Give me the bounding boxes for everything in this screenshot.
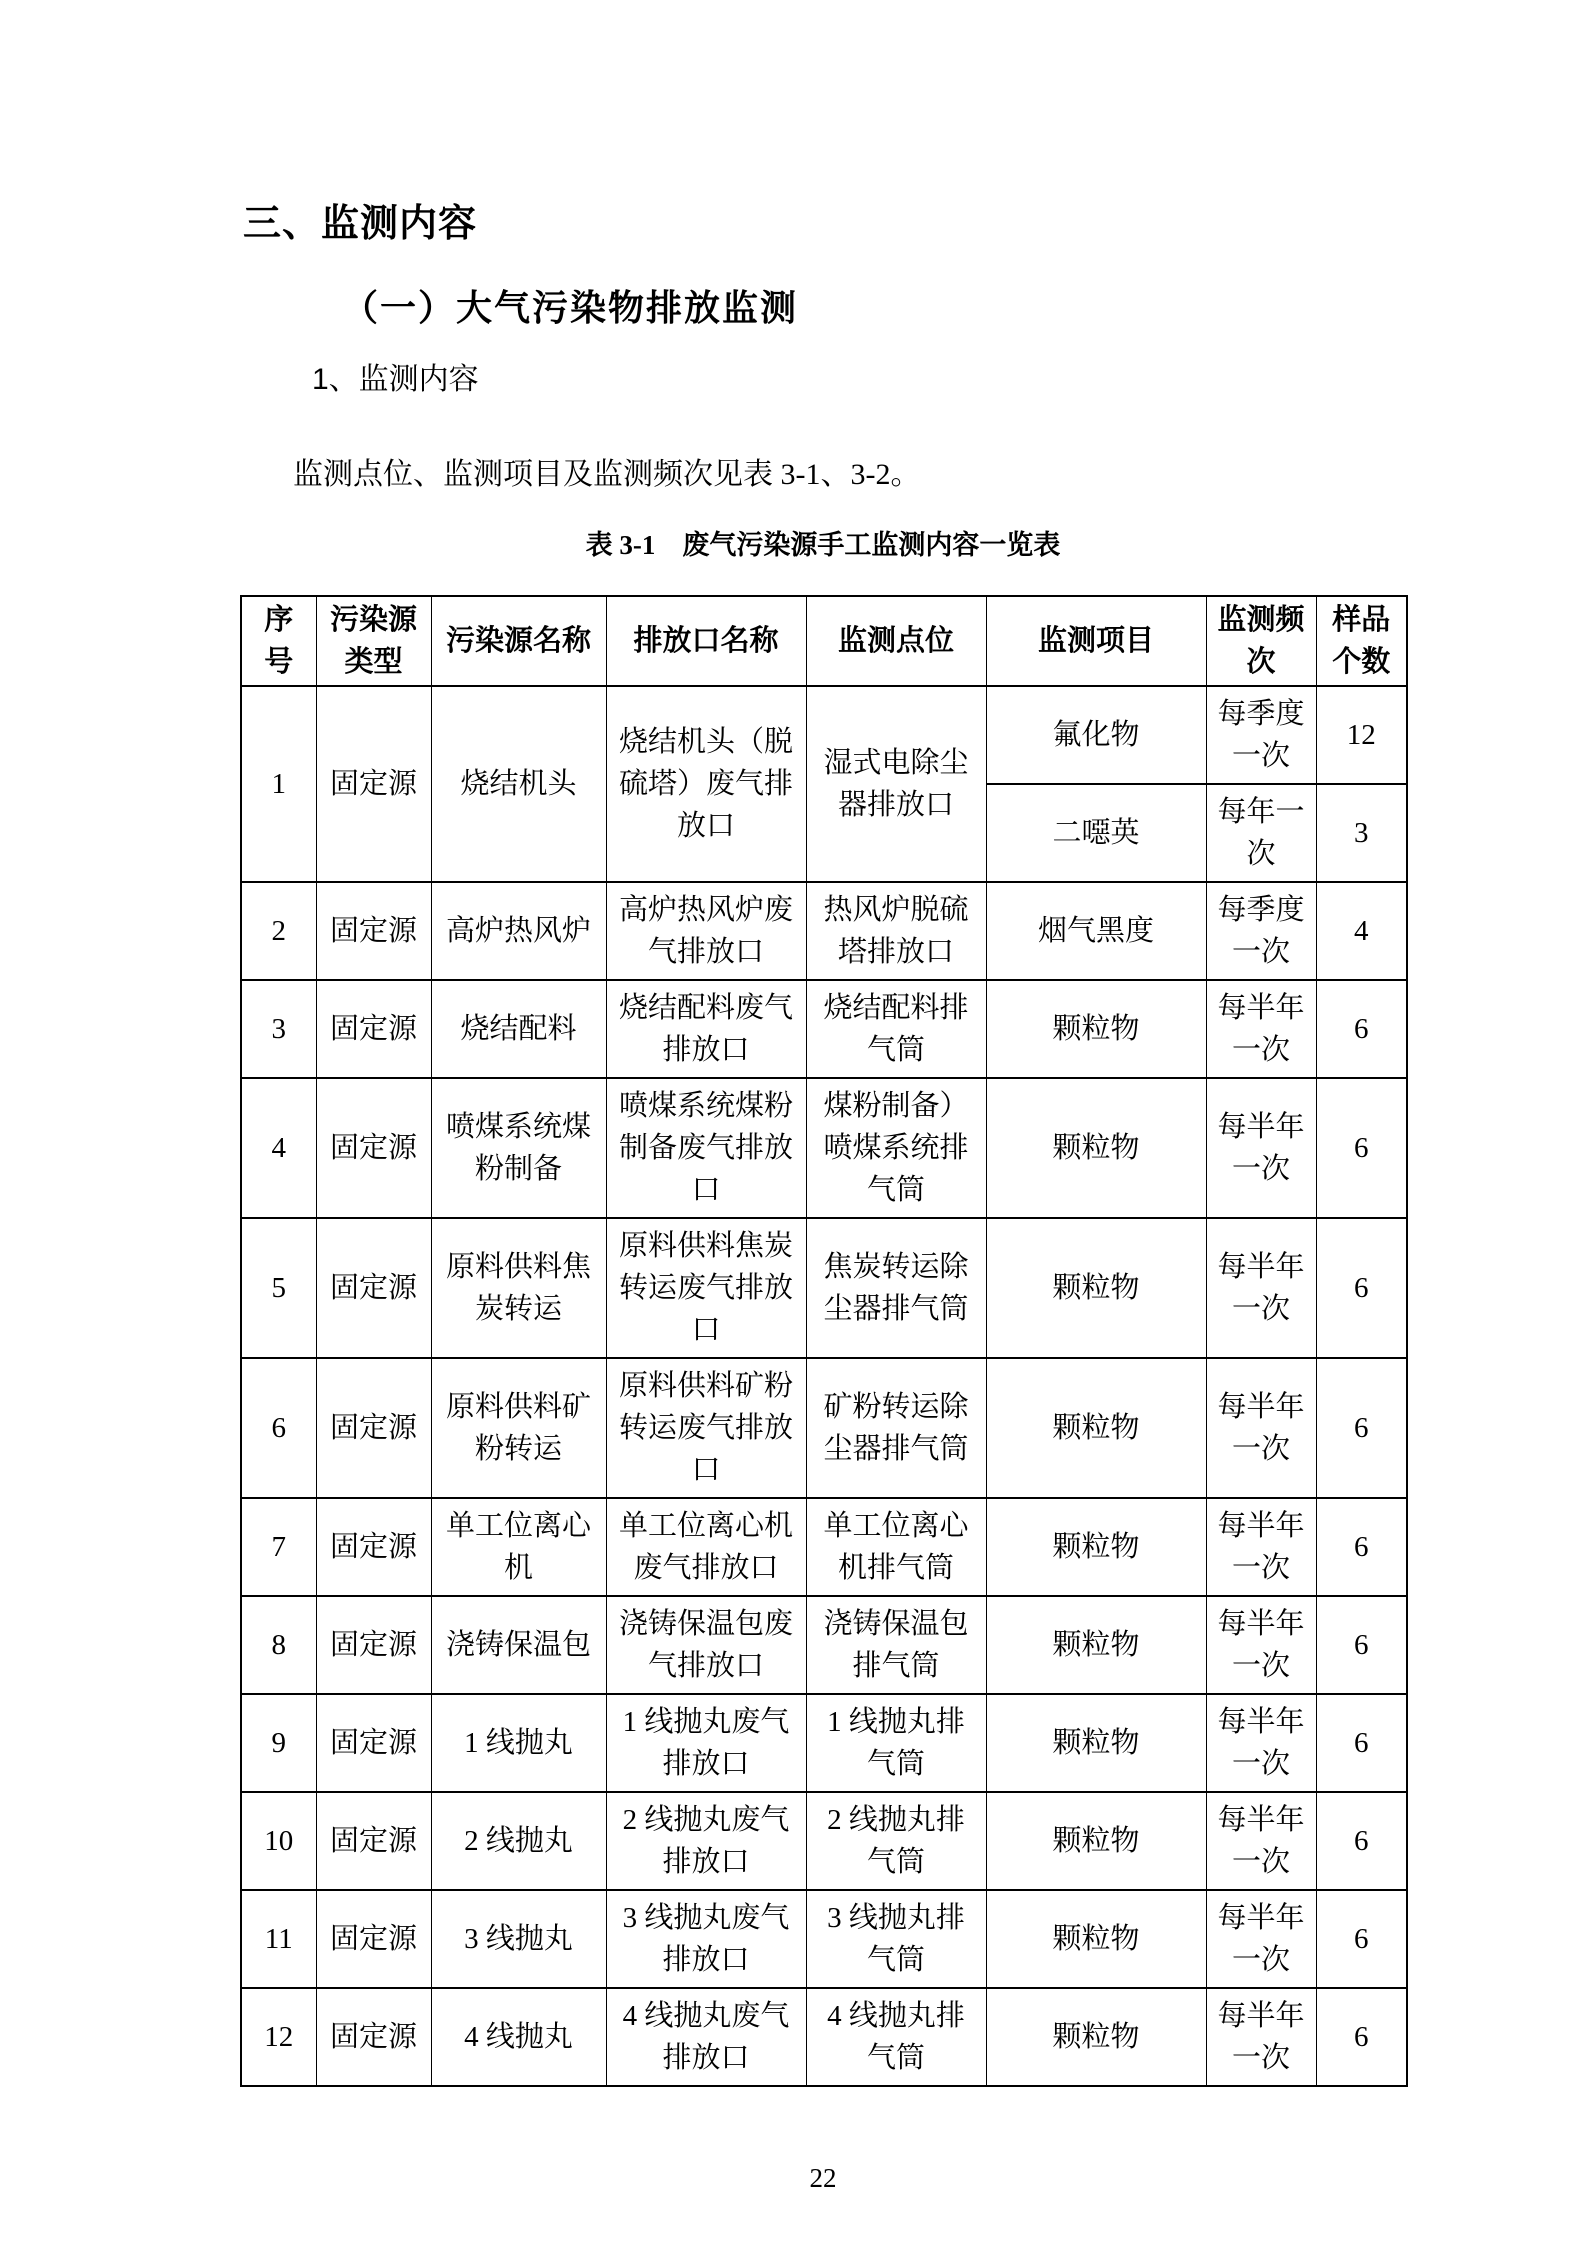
cell-item: 颗粒物 [986, 1078, 1206, 1218]
cell-item: 颗粒物 [986, 980, 1206, 1078]
cell-type: 固定源 [316, 1890, 431, 1988]
cell-type: 固定源 [316, 1694, 431, 1792]
cell-point: 4 线抛丸排气筒 [806, 1988, 986, 2086]
table-row [241, 686, 1407, 784]
document-page [240, 0, 1406, 2196]
cell-point: 2 线抛丸排气筒 [806, 1792, 986, 1890]
cell-source: 3 线抛丸 [431, 1890, 606, 1988]
table-row [241, 1694, 1407, 1792]
cell-source: 原料供料焦炭转运 [431, 1218, 606, 1358]
table-row [241, 1078, 1407, 1218]
table-row [241, 1596, 1407, 1694]
cell-source: 高炉热风炉 [431, 882, 606, 980]
header-no: 序号 [241, 596, 316, 686]
cell-no: 2 [241, 882, 316, 980]
table-row [241, 882, 1407, 980]
monitoring-table-body [241, 686, 1407, 2086]
cell-no: 1 [241, 686, 316, 882]
cell-samples: 6 [1316, 1358, 1407, 1498]
cell-source: 4 线抛丸 [431, 1988, 606, 2086]
cell-freq: 每季度一次 [1206, 882, 1316, 980]
cell-samples: 12 [1316, 686, 1407, 784]
cell-point: 湿式电除尘器排放口 [806, 686, 986, 882]
table-row [241, 1890, 1407, 1988]
cell-item: 颗粒物 [986, 1358, 1206, 1498]
cell-item: 氟化物 [986, 686, 1206, 784]
cell-freq: 每半年一次 [1206, 1358, 1316, 1498]
header-point: 监测点位 [806, 596, 986, 686]
cell-point: 浇铸保温包排气筒 [806, 1596, 986, 1694]
cell-type: 固定源 [316, 882, 431, 980]
cell-point: 3 线抛丸排气筒 [806, 1890, 986, 1988]
cell-freq: 每半年一次 [1206, 1694, 1316, 1792]
cell-point: 热风炉脱硫塔排放口 [806, 882, 986, 980]
table-row [241, 1792, 1407, 1890]
cell-point: 矿粉转运除尘器排气筒 [806, 1358, 986, 1498]
header-source: 污染源名称 [431, 596, 606, 686]
cell-type: 固定源 [316, 1498, 431, 1596]
cell-outlet: 喷煤系统煤粉制备废气排放口 [606, 1078, 806, 1218]
header-freq: 监测频次 [1206, 596, 1316, 686]
table-row [241, 1358, 1407, 1498]
cell-source: 2 线抛丸 [431, 1792, 606, 1890]
cell-item: 二噁英 [986, 784, 1206, 882]
cell-no: 10 [241, 1792, 316, 1890]
monitoring-table [240, 595, 1408, 2087]
cell-no: 5 [241, 1218, 316, 1358]
cell-item: 颗粒物 [986, 1988, 1206, 2086]
cell-source: 烧结机头 [431, 686, 606, 882]
cell-samples: 6 [1316, 1218, 1407, 1358]
table-row [241, 1988, 1407, 2086]
cell-freq: 每半年一次 [1206, 1988, 1316, 2086]
cell-no: 12 [241, 1988, 316, 2086]
cell-outlet: 单工位离心机废气排放口 [606, 1498, 806, 1596]
cell-source: 单工位离心机 [431, 1498, 606, 1596]
cell-type: 固定源 [316, 1218, 431, 1358]
cell-type: 固定源 [316, 1078, 431, 1218]
cell-item: 颗粒物 [986, 1792, 1206, 1890]
cell-freq: 每年一次 [1206, 784, 1316, 882]
cell-item: 颗粒物 [986, 1218, 1206, 1358]
header-samples: 样品个数 [1316, 596, 1407, 686]
cell-item: 颗粒物 [986, 1596, 1206, 1694]
page-number: 22 [809, 2163, 837, 2194]
cell-outlet: 3 线抛丸废气排放口 [606, 1890, 806, 1988]
cell-point: 焦炭转运除尘器排气筒 [806, 1218, 986, 1358]
sub-subsection-heading: 1、监测内容 [312, 363, 479, 397]
cell-freq: 每半年一次 [1206, 1498, 1316, 1596]
cell-source: 浇铸保温包 [431, 1596, 606, 1694]
cell-type: 固定源 [316, 1358, 431, 1498]
cell-source: 原料供料矿粉转运 [431, 1358, 606, 1498]
cell-samples: 6 [1316, 1890, 1407, 1988]
cell-freq: 每半年一次 [1206, 1890, 1316, 1988]
cell-outlet: 浇铸保温包废气排放口 [606, 1596, 806, 1694]
cell-outlet: 4 线抛丸废气排放口 [606, 1988, 806, 2086]
cell-item: 烟气黑度 [986, 882, 1206, 980]
cell-outlet: 烧结配料废气排放口 [606, 980, 806, 1078]
intro-paragraph: 监测点位、监测项目及监测频次见表 3-1、3-2。 [293, 458, 921, 492]
cell-outlet: 高炉热风炉废气排放口 [606, 882, 806, 980]
section-heading: 三、监测内容 [243, 203, 478, 245]
cell-freq: 每季度一次 [1206, 686, 1316, 784]
cell-outlet: 原料供料焦炭转运废气排放口 [606, 1218, 806, 1358]
table-row [241, 980, 1407, 1078]
cell-type: 固定源 [316, 1596, 431, 1694]
table-header-row [241, 596, 1407, 686]
cell-freq: 每半年一次 [1206, 980, 1316, 1078]
cell-source: 烧结配料 [431, 980, 606, 1078]
cell-point: 1 线抛丸排气筒 [806, 1694, 986, 1792]
cell-item: 颗粒物 [986, 1498, 1206, 1596]
cell-samples: 6 [1316, 1988, 1407, 2086]
cell-no: 4 [241, 1078, 316, 1218]
cell-samples: 4 [1316, 882, 1407, 980]
cell-samples: 6 [1316, 980, 1407, 1078]
cell-freq: 每半年一次 [1206, 1218, 1316, 1358]
cell-outlet: 1 线抛丸废气排放口 [606, 1694, 806, 1792]
cell-point: 煤粉制备）喷煤系统排气筒 [806, 1078, 986, 1218]
subsection-heading: （一）大气污染物排放监测 [342, 288, 799, 329]
cell-point: 烧结配料排气筒 [806, 980, 986, 1078]
table-row [241, 1498, 1407, 1596]
cell-outlet: 2 线抛丸废气排放口 [606, 1792, 806, 1890]
cell-item: 颗粒物 [986, 1890, 1206, 1988]
cell-item: 颗粒物 [986, 1694, 1206, 1792]
cell-point: 单工位离心机排气筒 [806, 1498, 986, 1596]
cell-freq: 每半年一次 [1206, 1596, 1316, 1694]
header-outlet: 排放口名称 [606, 596, 806, 686]
cell-type: 固定源 [316, 980, 431, 1078]
table-header [241, 596, 1407, 686]
cell-no: 6 [241, 1358, 316, 1498]
cell-samples: 6 [1316, 1078, 1407, 1218]
cell-no: 9 [241, 1694, 316, 1792]
cell-source: 喷煤系统煤粉制备 [431, 1078, 606, 1218]
cell-no: 8 [241, 1596, 316, 1694]
cell-samples: 6 [1316, 1596, 1407, 1694]
table-caption: 表 3-1 废气污染源手工监测内容一览表 [585, 530, 1061, 561]
cell-samples: 6 [1316, 1792, 1407, 1890]
cell-freq: 每半年一次 [1206, 1078, 1316, 1218]
cell-type: 固定源 [316, 686, 431, 882]
cell-samples: 6 [1316, 1498, 1407, 1596]
cell-type: 固定源 [316, 1792, 431, 1890]
header-item: 监测项目 [986, 596, 1206, 686]
cell-samples: 6 [1316, 1694, 1407, 1792]
cell-source: 1 线抛丸 [431, 1694, 606, 1792]
cell-type: 固定源 [316, 1988, 431, 2086]
cell-outlet: 烧结机头（脱硫塔）废气排放口 [606, 686, 806, 882]
cell-samples: 3 [1316, 784, 1407, 882]
header-type: 污染源类型 [316, 596, 431, 686]
table-row [241, 1218, 1407, 1358]
cell-no: 3 [241, 980, 316, 1078]
cell-outlet: 原料供料矿粉转运废气排放口 [606, 1358, 806, 1498]
cell-freq: 每半年一次 [1206, 1792, 1316, 1890]
cell-no: 7 [241, 1498, 316, 1596]
cell-no: 11 [241, 1890, 316, 1988]
